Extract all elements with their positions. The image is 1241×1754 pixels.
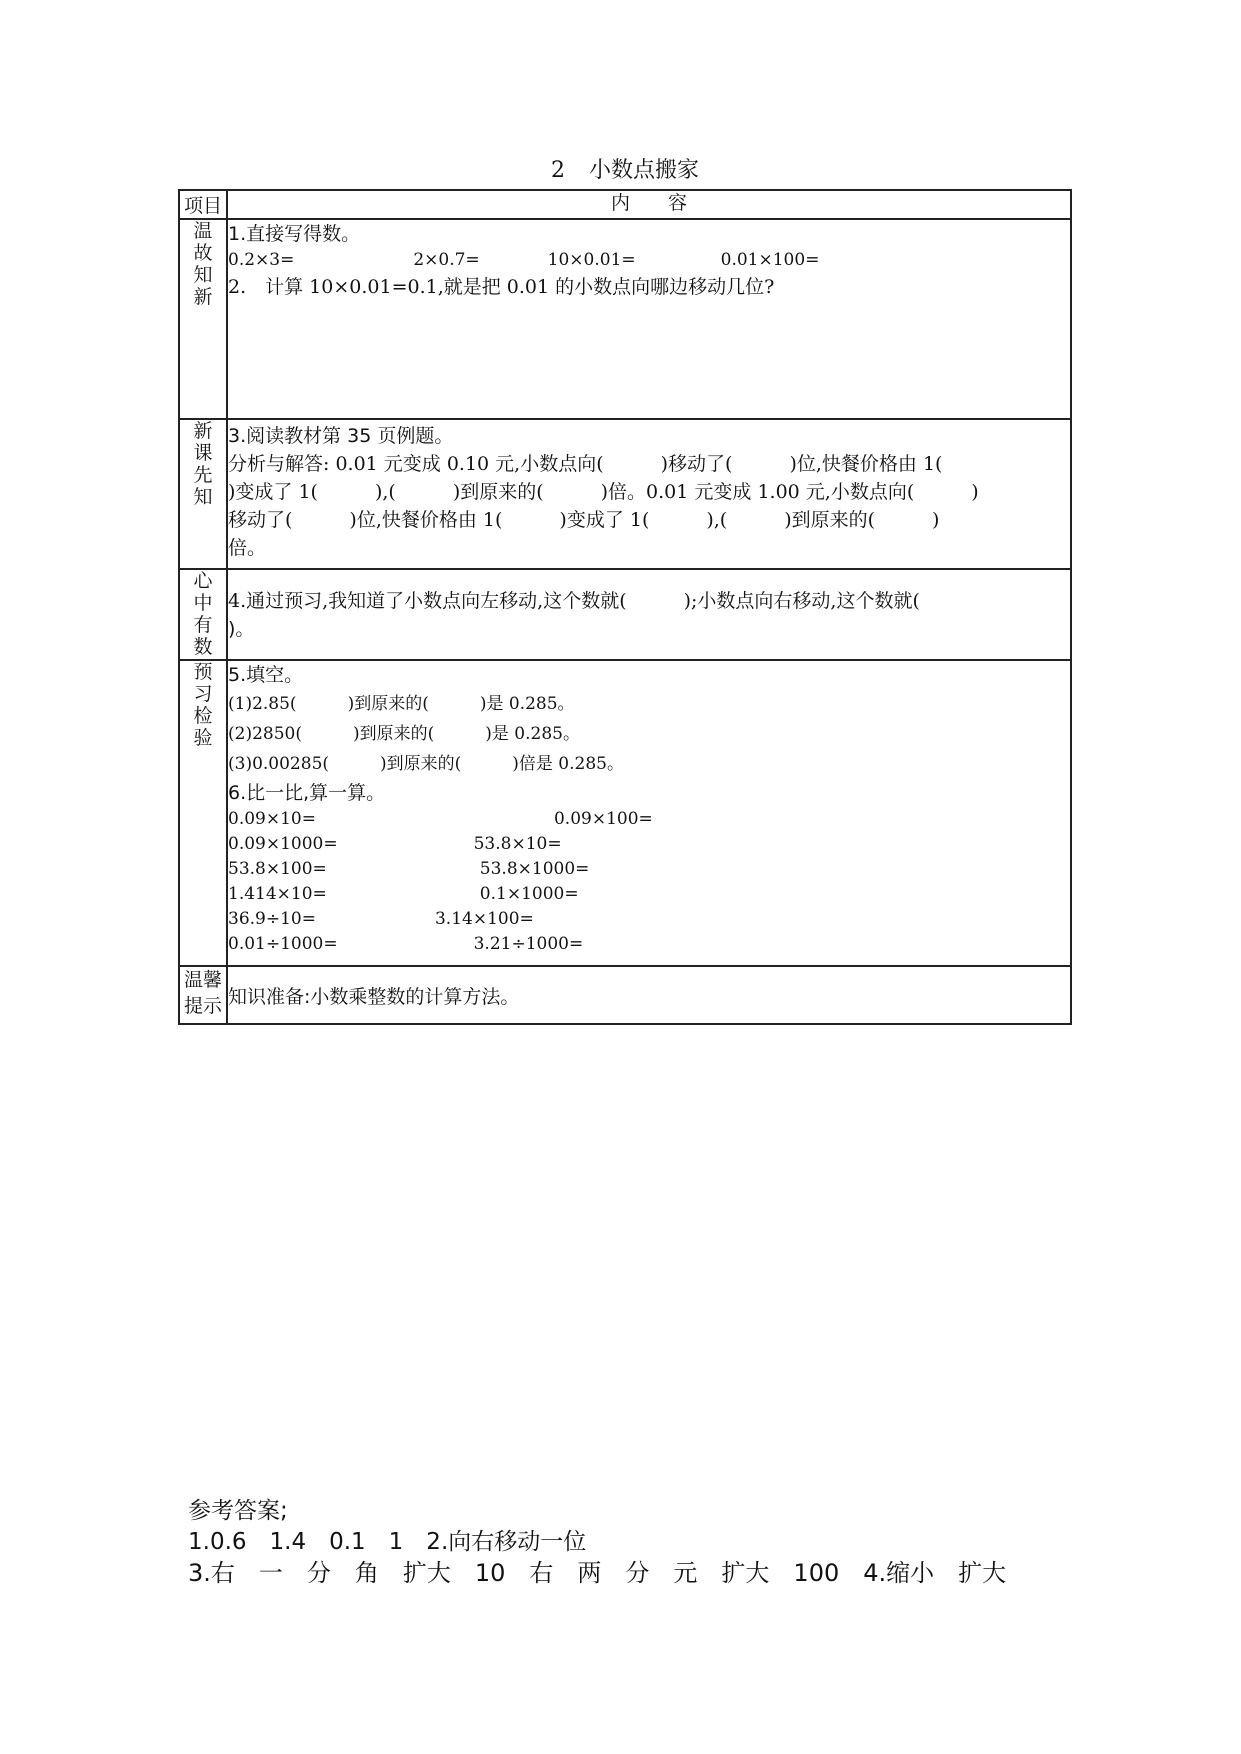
new-line-2: 分析与解答: 0.01 元变成 0.10 元,小数点向( )移动了( )位,快餐价格由 1(: [228, 453, 943, 475]
header-content: 内 容: [227, 190, 1071, 219]
answer-heading: 参考答案;: [188, 1498, 288, 1524]
mind-label: [179, 569, 227, 660]
check-line-1: 5.填空。: [228, 664, 304, 686]
new-content: [227, 419, 1071, 569]
lesson-table: [178, 189, 1072, 1025]
answer-line-2: 3.右 一 分 角 扩大 10 右 两 分 元 扩大 100 4.缩小 扩大: [188, 1559, 1007, 1587]
new-row: [179, 419, 1071, 569]
tip-label: [179, 966, 227, 1024]
new-label: [179, 419, 227, 569]
check-line-6: 0.09×10= 0.09×100=: [228, 809, 653, 829]
new-label-3: 先: [193, 464, 213, 486]
check-label-4: 验: [193, 727, 213, 749]
tip-content: 知识准备:小数乘整数的计算方法。: [227, 966, 1071, 1024]
mind-line-2: )。: [228, 617, 255, 640]
review-label-2: 故: [193, 242, 213, 264]
mind-line-1: 4.通过预习,我知道了小数点向左移动,这个数就( );小数点向右移动,这个数就(: [228, 589, 920, 612]
new-label-2: 课: [193, 442, 213, 464]
header-item: 项目: [179, 190, 227, 219]
review-label-1: 温: [193, 220, 213, 242]
review-label-4: 新: [193, 286, 213, 308]
check-line-9: 1.414×10= 0.1×1000=: [228, 884, 579, 904]
answer-line-1: 1.0.6 1.4 0.1 1 2.向右移动一位: [188, 1529, 587, 1555]
review-label-3: 知: [193, 264, 213, 286]
review-content: [227, 219, 1071, 419]
check-line-10: 36.9÷10= 3.14×100=: [228, 909, 534, 929]
title-text: 小数点搬家: [588, 158, 699, 183]
check-label-3: 检: [193, 705, 213, 727]
mind-row: [179, 569, 1071, 660]
new-label-1: 新: [193, 420, 213, 442]
review-line-3: 2. 计算 10×0.01=0.1,就是把 0.01 的小数点向哪边移动几位?: [228, 276, 775, 298]
check-line-7: 0.09×1000= 53.8×10=: [228, 834, 562, 854]
check-line-4: (3)0.00285( )到原来的( )倍是 0.285。: [228, 754, 624, 774]
check-line-5: 6.比一比,算一算。: [228, 782, 386, 804]
check-content: [227, 660, 1071, 966]
header-row: [179, 190, 1071, 219]
review-line-1: 1.直接写得数。: [228, 223, 361, 245]
mind-label-4: 数: [193, 636, 213, 658]
new-label-4: 知: [193, 486, 213, 508]
check-line-11: 0.01÷1000= 3.21÷1000=: [228, 934, 584, 954]
tip-row: [179, 966, 1071, 1024]
new-line-5: 倍。: [228, 537, 267, 559]
review-label: [179, 219, 227, 419]
new-line-4: 移动了( )位,快餐价格由 1( )变成了 1( ),( )到原来的( ): [228, 509, 940, 531]
mind-label-2: 中: [193, 592, 213, 614]
page-title: [178, 157, 1072, 185]
new-line-1: 3.阅读教材第 35 页例题。: [228, 425, 454, 447]
mind-content: [227, 569, 1071, 660]
mind-label-3: 有: [193, 614, 213, 636]
mind-label-1: 心: [193, 570, 213, 592]
review-row: [179, 219, 1071, 419]
check-line-2: (1)2.85( )到原来的( )是 0.285。: [228, 694, 575, 714]
check-label-2: 习: [193, 683, 213, 705]
new-line-3: )变成了 1( ),( )到原来的( )倍。0.01 元变成 1.00 元,小数点向( ): [228, 481, 979, 503]
check-line-8: 53.8×100= 53.8×1000=: [228, 859, 590, 879]
check-label: [179, 660, 227, 966]
answer-key: [188, 1496, 1006, 1589]
title-number: 2: [550, 158, 565, 183]
check-line-3: (2)2850( )到原来的( )是 0.285。: [228, 724, 580, 744]
tip-label-2: 提示: [183, 995, 222, 1017]
check-label-1: 预: [193, 661, 213, 683]
review-line-2: 0.2×3= 2×0.7= 10×0.01= 0.01×100=: [228, 250, 820, 270]
tip-label-1: 温馨: [183, 969, 222, 991]
check-row: [179, 660, 1071, 966]
